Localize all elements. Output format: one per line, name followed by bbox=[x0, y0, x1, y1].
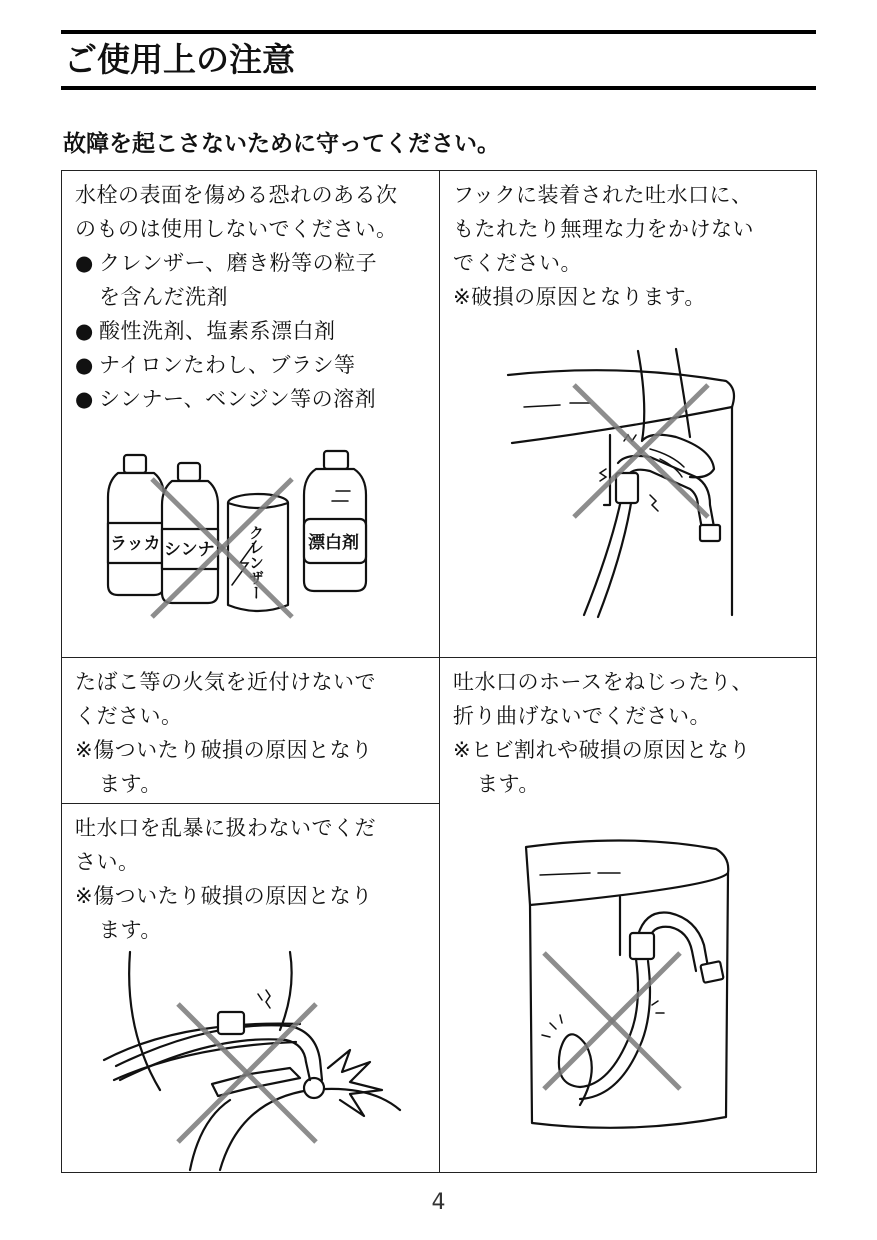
bullet-icon: ● bbox=[75, 251, 94, 275]
fire-line-1: たばこ等の火気を近付けないで bbox=[75, 670, 376, 694]
hook-line-1: フックに装着された吐水口に、 bbox=[453, 183, 753, 207]
twist-note-1: ※ヒビ割れや破損の原因となり bbox=[453, 738, 751, 762]
page-title: ご使用上の注意 bbox=[64, 40, 295, 79]
lacquer-bottle-icon bbox=[108, 455, 164, 595]
spout-impact-illustration bbox=[100, 950, 400, 1165]
rough-note-2: ます。 bbox=[99, 918, 162, 942]
table-border-right bbox=[816, 170, 817, 1173]
bullet-icon: ● bbox=[75, 387, 94, 411]
cell-fire-text bbox=[75, 665, 435, 801]
table-divider-row bbox=[61, 657, 817, 658]
hook-note: ※破損の原因となります。 bbox=[453, 285, 706, 309]
rough-line-1: 吐水口を乱暴に扱わないでくだ bbox=[75, 816, 376, 840]
fire-note-2: ます。 bbox=[99, 772, 162, 796]
fire-line-2: ください。 bbox=[75, 704, 183, 728]
header-top-rule bbox=[61, 30, 816, 34]
list-item: ● クレンザー、磨き粉等の粒子 bbox=[75, 246, 435, 280]
table-divider-left-sub bbox=[61, 803, 440, 804]
rough-line-2: さい。 bbox=[75, 850, 140, 874]
fire-note-1: ※傷ついたり破損の原因となり bbox=[75, 738, 373, 762]
cell-rough-text bbox=[75, 811, 435, 947]
label-cleanser: クレンザー bbox=[247, 525, 265, 600]
bleach-bottle-icon bbox=[304, 451, 366, 591]
list-item-continued: を含んだ洗剤 bbox=[99, 285, 228, 309]
cell-hook-text bbox=[453, 178, 813, 314]
table-divider-vertical bbox=[439, 170, 440, 1173]
list-item: ● ナイロンたわし、ブラシ等 bbox=[75, 348, 435, 382]
hook-line-3: でください。 bbox=[453, 251, 582, 275]
rough-note-1: ※傷ついたり破損の原因となり bbox=[75, 884, 373, 908]
hook-line-2: もたれたり無理な力をかけない bbox=[453, 217, 754, 241]
page-number: 4 bbox=[431, 1190, 446, 1215]
cell-twist-text bbox=[453, 665, 813, 801]
twisted-hose-illustration bbox=[520, 835, 740, 1135]
chemicals-intro-2: のものは使用しないでください。 bbox=[75, 217, 398, 241]
chemicals-intro-1: 水栓の表面を傷める恐れのある次 bbox=[75, 183, 398, 207]
bullet-icon: ● bbox=[75, 353, 94, 377]
list-item: ● 酸性洗剤、塩素系漂白剤 bbox=[75, 314, 435, 348]
label-bleach: 漂白剤 bbox=[308, 533, 359, 553]
twist-note-2: ます。 bbox=[477, 772, 540, 796]
hand-on-spout-illustration bbox=[500, 345, 750, 625]
chemical-bottles-illustration bbox=[100, 445, 380, 625]
section-subtitle: 故障を起こさないために守ってください。 bbox=[63, 131, 500, 157]
list-item: ● シンナー、ベンジン等の溶剤 bbox=[75, 382, 435, 416]
table-border-left bbox=[61, 170, 62, 1173]
label-thinner: シンナ bbox=[164, 540, 215, 560]
header-bottom-rule bbox=[61, 86, 816, 90]
twist-line-2: 折り曲げないでください。 bbox=[453, 704, 711, 728]
twist-line-1: 吐水口のホースをねじったり、 bbox=[453, 670, 753, 694]
cell-chemicals-text bbox=[75, 178, 435, 416]
bullet-icon: ● bbox=[75, 319, 94, 343]
label-lacquer: ラッカ bbox=[110, 534, 161, 554]
